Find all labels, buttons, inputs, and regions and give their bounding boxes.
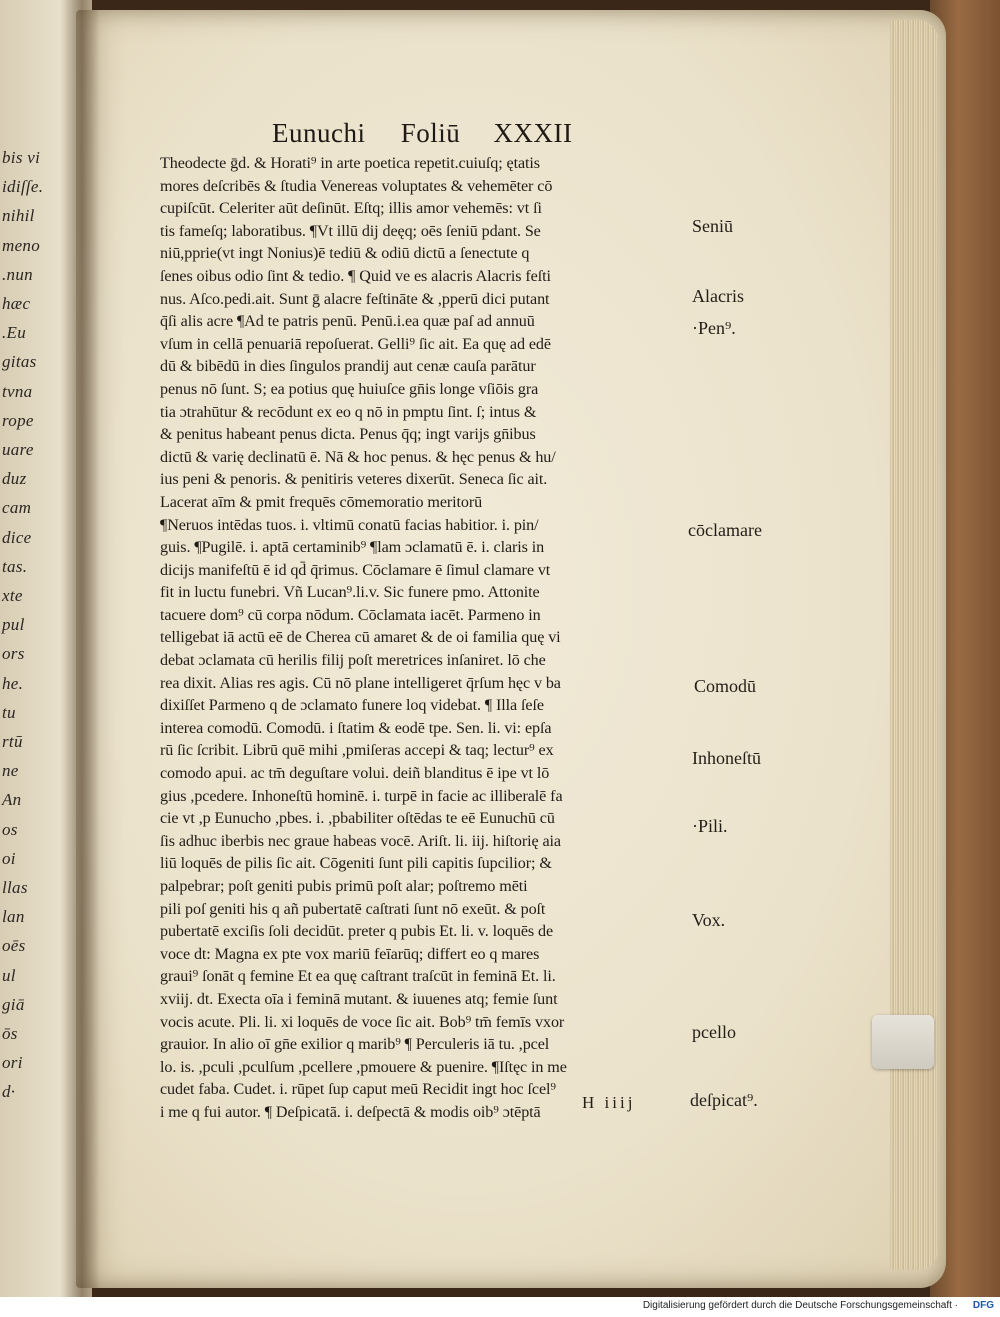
- text-line: vſum in cellā penuariā repoſuerat. Gelli⁹ ſic ait. Ea quę ad edē: [160, 334, 551, 353]
- text-line: interea comodū. Comodū. i ſtatim & eodē tpe. Sen. li. vi: epſa: [160, 718, 552, 737]
- margin-note-conclamare: cōclamare: [688, 520, 762, 540]
- text-line: cudet faba. Cudet. i. rūpet ſup caput meū Recidit ingt hoc ſcel⁹: [160, 1080, 556, 1099]
- gutter-shadow: [60, 0, 100, 1297]
- text-line: palpebrar; poſt geniti pubis primū poſt alar; poſtremo mēti: [160, 877, 528, 895]
- left-page-fragment: xte: [2, 586, 23, 605]
- text-line: comodo apui. ac tm̄ deguſtare volui. deiñ blanditus ē ipe vt lō: [160, 764, 550, 783]
- left-page-fragment: pul: [2, 615, 25, 635]
- text-line: liū loquēs de pilis ſic ait. Cōgeniti ſunt pili capitis ſupcilior; &: [160, 854, 552, 873]
- left-page-fragment: rope: [2, 410, 34, 430]
- text-line: ſis adhuc iberbis nec graue habeas vocē. Ariſt. li. iij. hiſtorię aia: [160, 831, 561, 850]
- left-page-fragment: .Eu: [2, 323, 27, 343]
- text-line: debat ɔclamata cū herilis filij poſt meretrices inſaniret. lō che: [160, 651, 546, 670]
- margin-note-vox: Vox.: [692, 910, 726, 930]
- header-title: Eunuchi: [272, 118, 366, 148]
- margin-note-comodu: Comodū: [694, 676, 757, 696]
- margin-note-pcello: pcello: [692, 1022, 736, 1042]
- left-page-fragment: hæc: [2, 294, 31, 313]
- margin-note-pili: ·Pili.: [692, 816, 728, 836]
- text-line: cie vt ,p Eunucho ,pbes. i. ,pbabiliter oſtēdas te eē Eunuchū cū: [160, 809, 555, 828]
- text-line: i me q fui autor. ¶ Deſpicatā. i. deſpectā & modis oib⁹ ɔtēptā: [160, 1102, 541, 1121]
- text-line: tis fameſq; laboratibus. ¶Vt illū dij deęq; oēs ſeniū pdant. Se: [160, 221, 541, 240]
- left-page-fragment: giā: [2, 994, 25, 1014]
- dfg-logo: DFG: [972, 1300, 994, 1311]
- text-line: tia ɔtrahūtur & recōdunt ex eo q nō in pmptu ſint. ſ; intus &: [160, 402, 537, 421]
- running-header: [272, 118, 573, 149]
- left-page-fragment: rtū: [2, 732, 23, 751]
- text-line: ¶Neruos intēdas tuos. i. vltimū conatū facias habitior. i. pin/: [160, 515, 539, 534]
- left-page-fragment: .nun: [2, 264, 33, 284]
- text-line: q̄ſi alis acre ¶Ad te patris penū. Penū.i.ea quæ paſ ad annuū: [160, 312, 535, 331]
- margin-note-pen: ·Pen⁹.: [692, 318, 736, 338]
- text-line: ius peni & penoris. & penitiris veteres dixerūt. Seneca ſic ait.: [160, 470, 548, 489]
- text-line: nus. Aſco.pedi.ait. Sunt ḡ alacre feſtināte & ,pperū dici putant: [160, 289, 550, 308]
- page-edges: [890, 20, 938, 1270]
- text-line: cupiſcūt. Celeriter aūt deſinūt. Eſtq; illis amor vehemēs: vt ſi: [160, 199, 542, 218]
- text-line: dixiſſet Parmeno q de ɔclamato funere loq videbat. ¶ Illa ſeſe: [160, 696, 544, 715]
- footer-bar: [0, 1297, 1000, 1317]
- text-line: fit in luctu funebri. Vñ Lucan⁹.li.v. Sic funere pmo. Attonite: [160, 583, 540, 602]
- text-line: guis. ¶Pugilē. i. aptā certaminib⁹ ¶lam ɔclamatū ē. i. claris in: [160, 538, 545, 557]
- left-page-fragment: meno: [2, 235, 41, 255]
- left-page-fragment: tas.: [2, 556, 28, 576]
- text-line: telligebat iā actū eē de Cherea cū amaret & de oi familia quę vi: [160, 628, 561, 647]
- text-line: dictū & varię declinatū ē. Nā & hoc penus. & hęc penus & hu/: [160, 447, 556, 466]
- left-page-fragment: duz: [2, 469, 27, 489]
- text-line: dicijs manifeſtū ē id qd̄ q̄rimus. Cōclamare ē ſimul clamare vt: [160, 560, 551, 579]
- text-line: & penitus habeant penus dicta. Penus q̄q; ingt varijs gn̄ibus: [160, 425, 536, 444]
- text-line: grauior. In alio oī gn̄e exilior q marib⁹ ¶ Perculeris iā tu. ,pcel: [160, 1035, 550, 1054]
- text-line: dū & bibēdū in dies ſingulos prandij aut cenæ cauſa parātur: [160, 357, 536, 376]
- text-line: pili poſ geniti his q añ pubertatē caſtrati ſunt nō exeūt. & poſt: [160, 899, 546, 918]
- left-page-fragment: ōs: [2, 1024, 18, 1043]
- text-line: tacuere dom⁹ cū corpa nōdum. Cōclamata iacēt. Parmeno in: [160, 605, 541, 624]
- text-line: pubertatē exciſis ſoli decidūt. preter q pubis Et. li. v. loquēs de: [160, 922, 554, 941]
- left-page-fragment: cam: [2, 498, 32, 518]
- text-line: Theodecte ḡd. & Horati⁹ in arte poetica repetit.cuiuſq; ętatis: [160, 154, 540, 172]
- text-line: ſenes oibus odio ſint & tedio. ¶ Quid ve es alacris Alacris feſti: [160, 266, 551, 285]
- text-line: niū,pprie(vt ingt Nonius)ē tediū & odiū dictū a ſenectute q: [160, 244, 530, 263]
- left-page-fragment: ul: [2, 965, 16, 985]
- left-page-fragment: tu: [2, 702, 16, 722]
- text-line: gius ,pcedere. Inhoneſtū hominē. i. turpē in facie ac illiberalē fa: [160, 786, 563, 805]
- funding-credit: Digitalisierung gefördert durch die Deutsche Forschungsgemeinschaft ·: [642, 1300, 958, 1311]
- left-page-fragment: nihil: [2, 206, 35, 226]
- left-page-fragment: oēs: [2, 936, 26, 956]
- text-line: rū ſic ſcribit. Librū quē mihi ,pmiſeras accepi & taq; lectur⁹ ex: [160, 741, 554, 760]
- left-page-fragment: ne: [2, 761, 19, 781]
- text-line: mores deſcribēs & ſtudia Venereas voluptates & vehemēter cō: [160, 176, 553, 195]
- text-line: vocis acute. Pli. li. xi loquēs de voce ſic ait. Bob⁹ tm̄ femīs vxor: [160, 1012, 565, 1031]
- left-page-fragment: idiſſe.: [2, 177, 44, 197]
- header-folio-number: XXXII: [493, 118, 573, 148]
- left-page-fragment: lan: [2, 907, 25, 927]
- margin-note-senium: Seniū: [692, 216, 734, 236]
- text-line: lo. is. ,pculi ,pculſum ,pcellere ,pmouere & puenire. ¶Iſtęc in me: [160, 1057, 567, 1076]
- text-line: xviij. dt. Execta oīa i feminā mutant. & iuuenes atq; femie ſunt: [160, 989, 558, 1008]
- signature-mark: H iiij: [582, 1093, 636, 1112]
- text-line: Lacerat aīm & pmit frequēs cōmemoratio meritorū: [160, 492, 483, 511]
- margin-note-alacris: Alacris: [692, 286, 744, 306]
- margin-note-inhonestu: Inhoneſtū: [692, 748, 761, 768]
- text-line: voce dt: Magna ex pte vox mariū feīarūq; differt eo q mares: [160, 944, 540, 963]
- left-page-fragment: bis vi: [2, 148, 41, 167]
- left-page-fragment: oi: [2, 848, 16, 868]
- left-page-fragment: gitas: [2, 352, 37, 372]
- text-line: penus nō ſunt. S; ea potius quę huiuſce gn̄is longe vſiōis gra: [160, 379, 539, 398]
- left-page-fragment: d·: [2, 1082, 16, 1102]
- margin-note-despicat: deſpicat⁹.: [690, 1090, 758, 1110]
- left-page-fragment: ori: [2, 1053, 23, 1073]
- bookmark-tab: [872, 1015, 934, 1069]
- left-page-fragment: dice: [2, 527, 32, 547]
- text-line: graui⁹ ſonāt q femine Et ea quę caſtrant traſcūt in feminā Et. li.: [160, 967, 556, 986]
- left-page-fragment: ors: [2, 644, 25, 664]
- left-page-fragment: os: [2, 819, 18, 839]
- left-page-fragment: he.: [2, 673, 24, 693]
- commentary-text: [160, 152, 690, 1124]
- left-page-fragment: An: [2, 790, 22, 810]
- left-page-fragment: uare: [2, 440, 34, 459]
- left-page-fragment: llas: [2, 878, 28, 897]
- header-folio-label: Foliū: [400, 118, 461, 148]
- left-page-fragment: tvna: [2, 381, 33, 401]
- text-line: rea dixit. Alias res agis. Cū nō plane intelligeret q̄rſum hęc v ba: [160, 673, 561, 692]
